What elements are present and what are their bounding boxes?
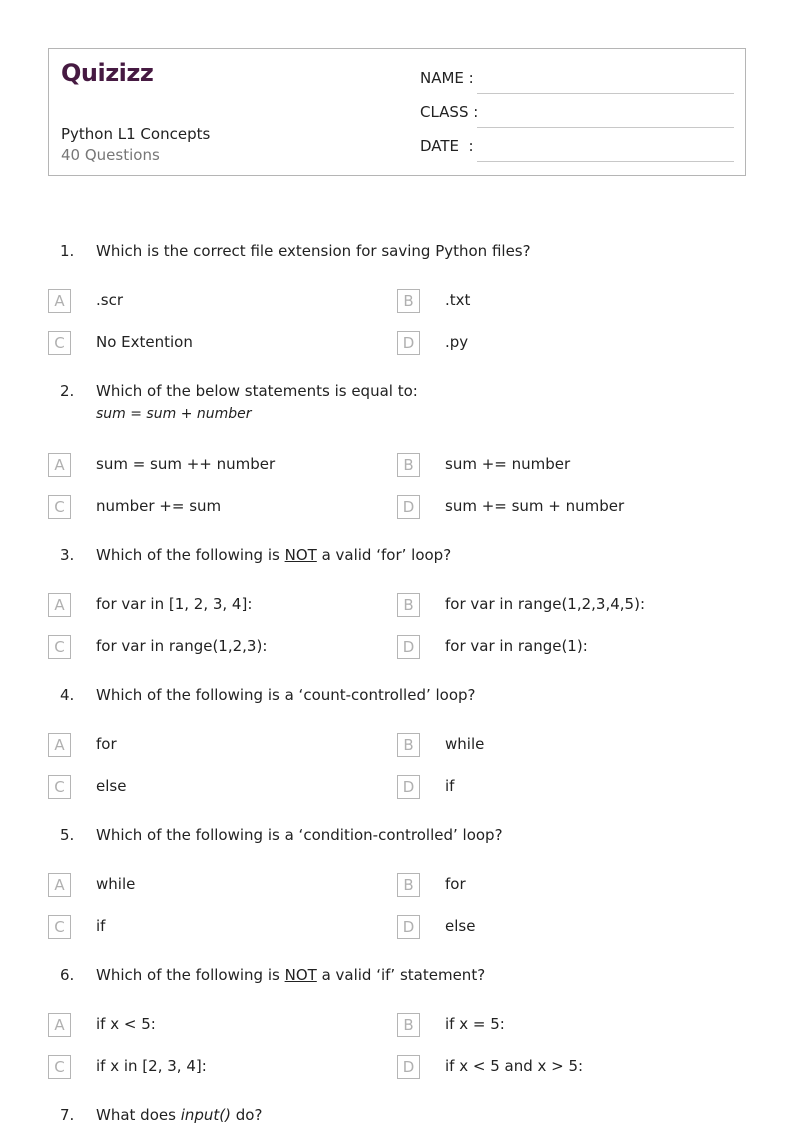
option-text: for [96,735,117,753]
option-text: if x in [2, 3, 4]: [96,1057,207,1075]
option-1d[interactable] [397,331,697,355]
option-text: if x = 5: [445,1015,505,1033]
option-text: for var in range(1,2,3,4,5): [445,595,646,613]
question-text: Which is the correct file extension for saving Python files? [96,242,531,260]
option-4c[interactable] [48,775,348,799]
question-number: 1. [60,242,75,260]
question-text: Which of the following is NOT a valid ‘if’ statement? [96,966,486,984]
option-letter-box: C [48,915,71,939]
emphasis-not: NOT [284,966,317,984]
worksheet-header [48,48,746,176]
option-text: .scr [96,291,123,309]
option-text: number += sum [96,497,222,515]
option-letter-box: B [397,873,420,897]
option-letter-box: D [397,1055,420,1079]
option-letter-box: A [48,1013,71,1037]
option-letter-box: A [48,289,71,313]
option-3d[interactable] [397,635,697,659]
option-2b[interactable] [397,453,697,477]
option-text: else [96,777,127,795]
option-letter-box: B [397,733,420,757]
option-letter-box: B [397,593,420,617]
question-text: Which of the following is a ‘condition-controlled’ loop? [96,826,503,844]
option-text: .py [445,333,469,351]
option-3b[interactable] [397,593,697,617]
name-field[interactable] [420,69,734,91]
option-text: while [96,875,136,893]
option-text: for var in range(1): [445,637,588,655]
option-letter-box: A [48,873,71,897]
date-line[interactable] [477,161,734,162]
option-6a[interactable] [48,1013,348,1037]
option-text: sum += sum + number [445,497,625,515]
option-4a[interactable] [48,733,348,757]
option-letter-box: C [48,775,71,799]
question-number: 5. [60,826,75,844]
option-text: if x < 5 and x > 5: [445,1057,584,1075]
question-subtext: sum = sum + number [96,406,252,422]
option-1b[interactable] [397,289,697,313]
option-letter-box: D [397,635,420,659]
option-2d[interactable] [397,495,697,519]
class-label: CLASS : [420,103,479,121]
option-2c[interactable] [48,495,348,519]
option-4b[interactable] [397,733,697,757]
option-letter-box: C [48,1055,71,1079]
option-5a[interactable] [48,873,348,897]
option-6c[interactable] [48,1055,348,1079]
option-text: .txt [445,291,471,309]
quizizz-logo: Quizizz [61,59,154,87]
date-field[interactable] [420,137,734,159]
option-letter-box: B [397,453,420,477]
worksheet-title: Python L1 Concepts [61,125,211,143]
question-text: Which of the following is NOT a valid ‘for’ loop? [96,546,452,564]
option-letter-box: D [397,915,420,939]
option-letter-box: A [48,593,71,617]
option-letter-box: C [48,495,71,519]
option-letter-box: C [48,331,71,355]
option-text: if [445,777,455,795]
option-4d[interactable] [397,775,697,799]
option-3c[interactable] [48,635,348,659]
class-field[interactable] [420,103,734,125]
class-line[interactable] [477,127,734,128]
option-text: else [445,917,476,935]
option-letter-box: D [397,331,420,355]
question-number: 2. [60,382,75,400]
emphasis-input: input() [180,1106,231,1123]
option-letter-box: D [397,775,420,799]
option-2a[interactable] [48,453,348,477]
option-3a[interactable] [48,593,348,617]
option-6b[interactable] [397,1013,697,1037]
question-number: 6. [60,966,75,984]
question-count: 40 Questions [61,146,160,164]
question-number: 4. [60,686,75,704]
option-text: if [96,917,106,935]
option-text: for var in [1, 2, 3, 4]: [96,595,253,613]
option-5d[interactable] [397,915,697,939]
question-number: 7. [60,1106,75,1123]
name-line[interactable] [477,93,734,94]
date-label: DATE : [420,137,474,155]
emphasis-not: NOT [284,546,317,564]
option-letter-box: C [48,635,71,659]
option-letter-box: B [397,1013,420,1037]
option-letter-box: B [397,289,420,313]
option-text: sum = sum ++ number [96,455,276,473]
option-1c[interactable] [48,331,348,355]
option-text: for [445,875,466,893]
option-letter-box: A [48,733,71,757]
option-text: sum += number [445,455,571,473]
option-text: while [445,735,485,753]
question-text: Which of the below statements is equal to: [96,382,418,400]
name-label: NAME : [420,69,474,87]
option-text: for var in range(1,2,3): [96,637,268,655]
option-letter-box: A [48,453,71,477]
option-5c[interactable] [48,915,348,939]
option-text: No Extention [96,333,193,351]
option-5b[interactable] [397,873,697,897]
option-text: if x < 5: [96,1015,156,1033]
option-1a[interactable] [48,289,348,313]
question-number: 3. [60,546,75,564]
option-letter-box: D [397,495,420,519]
question-text: What does input() do? [96,1106,263,1123]
option-6d[interactable] [397,1055,697,1079]
question-text: Which of the following is a ‘count-controlled’ loop? [96,686,476,704]
